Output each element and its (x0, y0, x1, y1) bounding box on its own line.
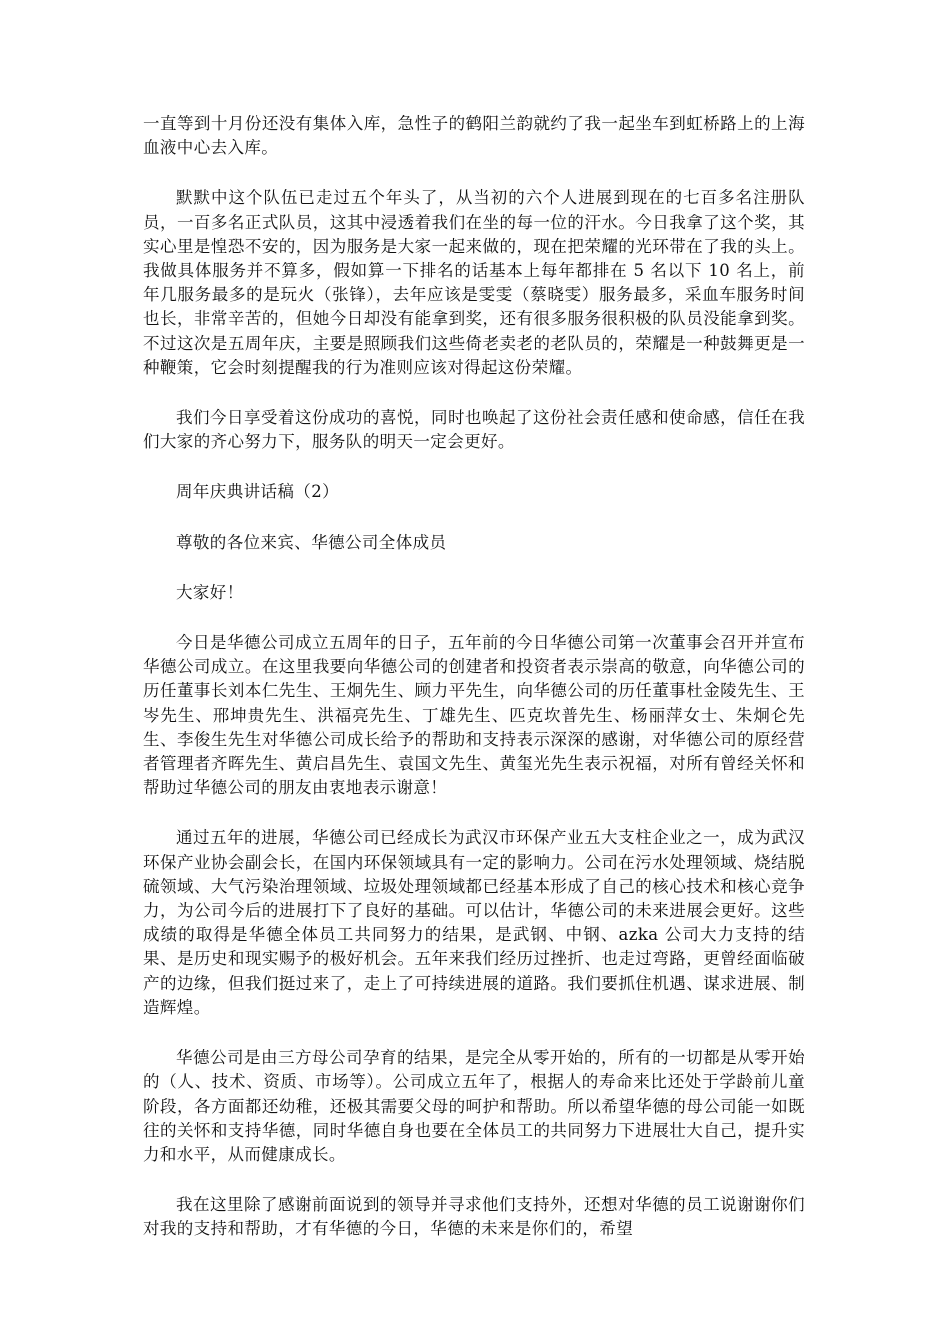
paragraph-anniversary: 今日是华德公司成立五周年的日子，五年前的今日华德公司第一次董事会召开并宣布华德公司成立。在这里我要向华德公司的创建者和投资者表示崇高的敬意，向华德公司的历任董事长刘本仁先生、王炯先生、顾力平先生，向华德公司的历任董事杜金陵先生、王岑先生、邢坤贵先生、洪福亮先生、丁雄先生、匹克坎普先生、杨丽萍女士、朱炯仑先生、李俊生先生对华德公司成长给予的帮助和支持表示深深的感谢，对华德公司的原经营者管理者齐晖先生、黄启昌先生、袁国文先生、黄玺光先生表示祝福，对所有曾经关怀和帮助过华德公司的朋友由衷地表示谢意！ (143, 633, 805, 798)
paragraph-thanks: 我在这里除了感谢前面说到的领导并寻求他们支持外，还想对华德的员工说谢谢你们对我的支持和帮助，才有华德的今日，华德的未来是你们的，希望 (143, 1195, 805, 1239)
greeting: 大家好！ (176, 582, 244, 602)
paragraph-parent-companies: 华德公司是由三方母公司孕育的结果，是完全从零开始的，所有的一切都是从零开始的（人、技术、资质、市场等）。公司成立五年了，根据人的寿命来比还处于学龄前儿童阶段，各方面都还幼稚，还极其需要父母的呵护和帮助。所以希望华德的母公司能一如既往的关怀和支持华德，同时华德自身也要在全体员工的共同努力下进展壮大自己，提升实力和水平，从而健康成长。 (143, 1048, 805, 1164)
salutation: 尊敬的各位来宾、华德公司全体成员 (176, 532, 447, 552)
section-title: 周年庆典讲话稿（2） (176, 482, 339, 502)
paragraph-achievements: 通过五年的进展，华德公司已经成长为武汉市环保产业五大支柱企业之一，成为武汉环保产业协会副会长，在国内环保领域具有一定的影响力。公司在污水处理领域、烧结脱硫领域、大气污染治理领域、垃圾处理领域都已经基本形成了自己的核心技术和核心竞争力，为公司今后的进展打下了良好的基础。可以估计，华德公司的未来进展会更好。这些成绩的取得是华德全体员工共同努力的结果，是武钢、中钢、azka 公司大力支持的结果、是历史和现实赐予的极好机会。五年来我们经历过挫折、也走过弯路，更曾经面临破产的边缘，但我们挺过来了，走上了可持续进展的道路。我们要抓住机遇、谋求进展、制造辉煌。 (143, 828, 805, 1017)
paragraph-closing: 我们今日享受着这份成功的喜悦，同时也唤起了这份社会责任感和使命感，信任在我们大家的齐心努力下，服务队的明天一定会更好。 (143, 408, 805, 452)
paragraph-continuation: 一直等到十月份还没有集体入库，急性子的鹤阳兰韵就约了我一起坐车到虹桥路上的上海血液中心去入库。 (143, 114, 805, 158)
document-page (143, 112, 805, 1268)
paragraph-team-history: 默默中这个队伍已走过五个年头了，从当初的六个人进展到现在的七百多名注册队员，一百多名正式队员，这其中浸透着我们在坐的每一位的汗水。今日我拿了这个奖，其实心里是惶恐不安的，因为服务是大家一起来做的，现在把荣耀的光环带在了我的头上。我做具体服务并不算多，假如算一下排名的话基本上每年都排在 5 名以下 10 名上，前年几服务最多的是玩火（张锋），去年应该是雯雯（蔡晓雯）服务最多，采血车服务时间也长，非常辛苦的，但她今日却没有能拿到奖，还有很多服务很积极的队员没能拿到奖。不过这次是五周年庆，主要是照顾我们这些倚老卖老的老队员的，荣耀是一种鼓舞更是一种鞭策，它会时刻提醒我的行为准则应该对得起这份荣耀。 (143, 188, 805, 377)
